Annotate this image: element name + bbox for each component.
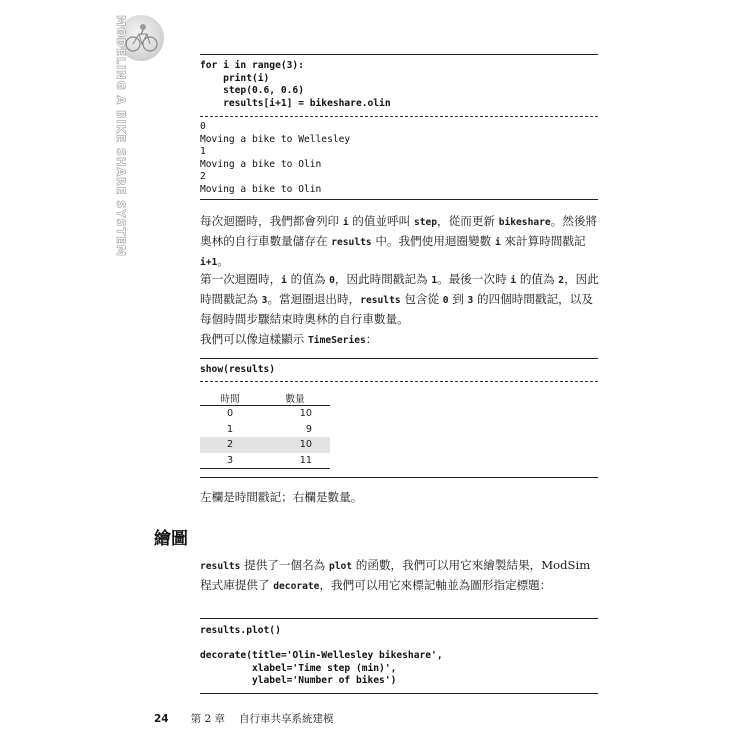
table-header-row bbox=[200, 390, 330, 406]
table-cell-count: 10 bbox=[260, 437, 330, 453]
code-bottom-rule bbox=[200, 693, 598, 694]
table-cell-time: 3 bbox=[200, 453, 260, 469]
side-running-title: MODELING A BIKE SHARE SYSTEM bbox=[114, 15, 128, 257]
section-heading: 繪圖 bbox=[154, 529, 188, 549]
table-header-count: 數量 bbox=[260, 390, 330, 406]
output-block-loop: 0 Moving a bike to Wellesley 1 Moving a bike to Olin 2 Moving a bike to Olin bbox=[200, 121, 351, 195]
chapter-title: 自行車共享系統建模 bbox=[238, 713, 334, 725]
table-header-time: 時間 bbox=[200, 390, 260, 406]
paragraph-show-timeseries: 我們可以像這樣顯示 TimeSeries： bbox=[200, 332, 378, 346]
table-cell-time: 1 bbox=[226, 423, 234, 435]
code-top-rule bbox=[200, 618, 598, 619]
code-block-plot: results.plot() decorate(title='Olin-Wellesley bikeshare', xlabel='Time step (min)', ylabel='Number of bikes') bbox=[200, 625, 443, 686]
page-footer bbox=[154, 711, 333, 726]
code-bottom-rule bbox=[200, 199, 598, 200]
code-top-rule bbox=[200, 54, 598, 55]
table-cell-count: 10 bbox=[299, 408, 312, 420]
table-cell-count: 11 bbox=[260, 453, 330, 469]
code-output-divider bbox=[200, 116, 598, 117]
paragraph-loop-explanation: 每次迴圈時，我們都會列印 i 的值並呼叫 step，從而更新 bikeshare。然後將奧林的自行車數量儲存在 results 中。我們使用迴圈變數 i 來計算時間戳記 i+1。 bbox=[200, 214, 598, 268]
code-top-rule bbox=[200, 358, 598, 359]
table-row bbox=[200, 453, 330, 469]
page-number: 24 bbox=[154, 713, 169, 725]
table-row bbox=[200, 422, 330, 438]
code-block-loop: for i in range(3): print(i) step(0.6, 0.6) results[i+1] = bikeshare.olin bbox=[200, 60, 391, 109]
table-row bbox=[200, 406, 330, 422]
paragraph-table-caption: 左欄是時間戳記；右欄是數量。 bbox=[200, 490, 363, 504]
code-output-divider bbox=[200, 381, 598, 382]
paragraph-plot: results 提供了一個名為 plot 的函數，我們可以用它來繪製結果，ModSim 程式庫提供了 decorate，我們可以用它來標記軸並為圖形指定標題： bbox=[200, 558, 591, 592]
results-table bbox=[200, 390, 330, 469]
paragraph-timestamps: 第一次迴圈時，i 的值為 0，因此時間戳記為 1。最後一次時 i 的值為 2，因此時間戳記為 3。當迴圈退出時，results 包含從 0 到 3 的四個時間戳記，以及每個時間步驟結束時奧林的自行車數量。 bbox=[200, 272, 599, 326]
code-bottom-rule bbox=[200, 477, 598, 478]
table-row bbox=[200, 437, 330, 453]
code-block-show: show(results) bbox=[200, 364, 276, 375]
chapter-label: 第 2 章 bbox=[190, 713, 225, 725]
table-cell-time: 2 bbox=[200, 437, 260, 453]
table-cell-count: 9 bbox=[305, 423, 312, 435]
table-cell-time: 0 bbox=[226, 408, 234, 420]
